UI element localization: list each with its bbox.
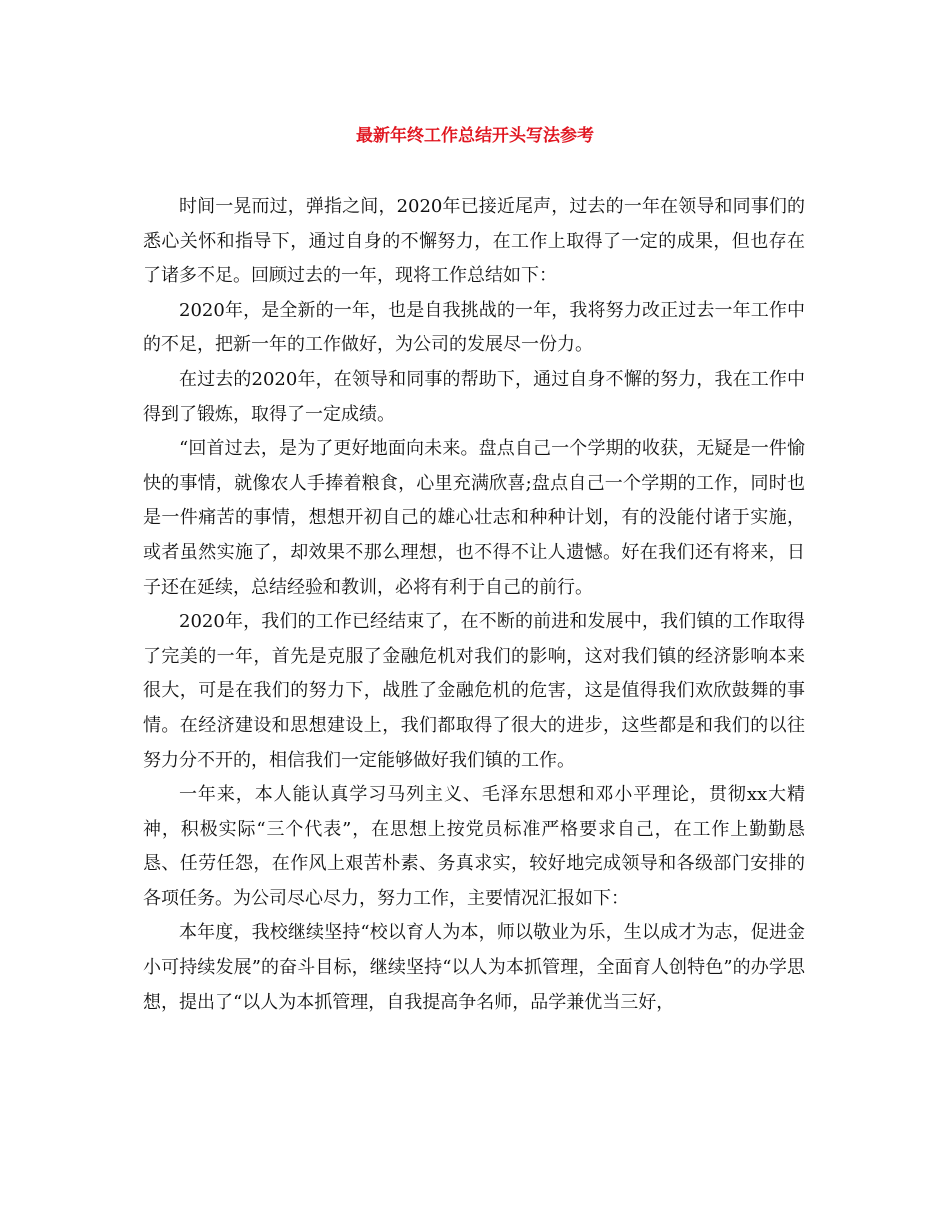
- paragraph: 在过去的2020年，在领导和同事的帮助下，通过自身不懈的努力，我在工作中得到了锻炼，取得了一定成绩。: [143, 368, 805, 425]
- paragraph: 时间一晃而过，弹指之间，2020年已接近尾声，过去的一年在领导和同事们的悉心关怀和指导下，通过自身的不懈努力，在工作上取得了一定的成果，但也存在了诸多不足。回顾过去的一年，现将工作总结如下：: [143, 196, 805, 287]
- document-body: [143, 190, 805, 1020]
- paragraph: 一年来，本人能认真学习马列主义、毛泽东思想和邓小平理论，贯彻xx大精神，积极实际“三个代表”，在思想上按党员标准严格要求自己，在工作上勤勤恳恳、任劳任怨，在作风上艰苦朴素、务真求实，较好地完成领导和各级部门安排的各项任务。为公司尽心尽力，努力工作，主要情况汇报如下：: [143, 784, 805, 909]
- paragraph: 2020年，是全新的一年，也是自我挑战的一年，我将努力改正过去一年工作中的不足，把新一年的工作做好，为公司的发展尽一份力。: [143, 299, 805, 356]
- document-title: 最新年终工作总结开头写法参考: [356, 126, 594, 146]
- paragraph: 本年度，我校继续坚持“校以育人为本，师以敬业为乐，生以成才为志，促进金小可持续发展”的奋斗目标，继续坚持“以人为本抓管理，全面育人创特色”的办学思想，提出了“以人为本抓管理，自我提高争名师，品学兼优当三好，: [143, 922, 805, 1013]
- paragraph: 2020年，我们的工作已经结束了，在不断的前进和发展中，我们镇的工作取得了完美的一年，首先是克服了金融危机对我们的影响，这对我们镇的经济影响本来很大，可是在我们的努力下，战胜了金融危机的危害，这是值得我们欢欣鼓舞的事情。在经济建设和思想建设上，我们都取得了很大的进步，这些都是和我们的以往努力分不开的，相信我们一定能够做好我们镇的工作。: [143, 611, 805, 771]
- paragraph: “回首过去，是为了更好地面向未来。盘点自己一个学期的收获，无疑是一件愉快的事情，就像农人手捧着粮食，心里充满欣喜;盘点自己一个学期的工作，同时也是一件痛苦的事情，想想开初自己的雄心壮志和种种计划，有的没能付诸于实施，或者虽然实施了，却效果不那么理想，也不得不让人遗憾。好在我们还有将来，日子还在延续，总结经验和教训，必将有利于自己的前行。: [143, 438, 805, 598]
